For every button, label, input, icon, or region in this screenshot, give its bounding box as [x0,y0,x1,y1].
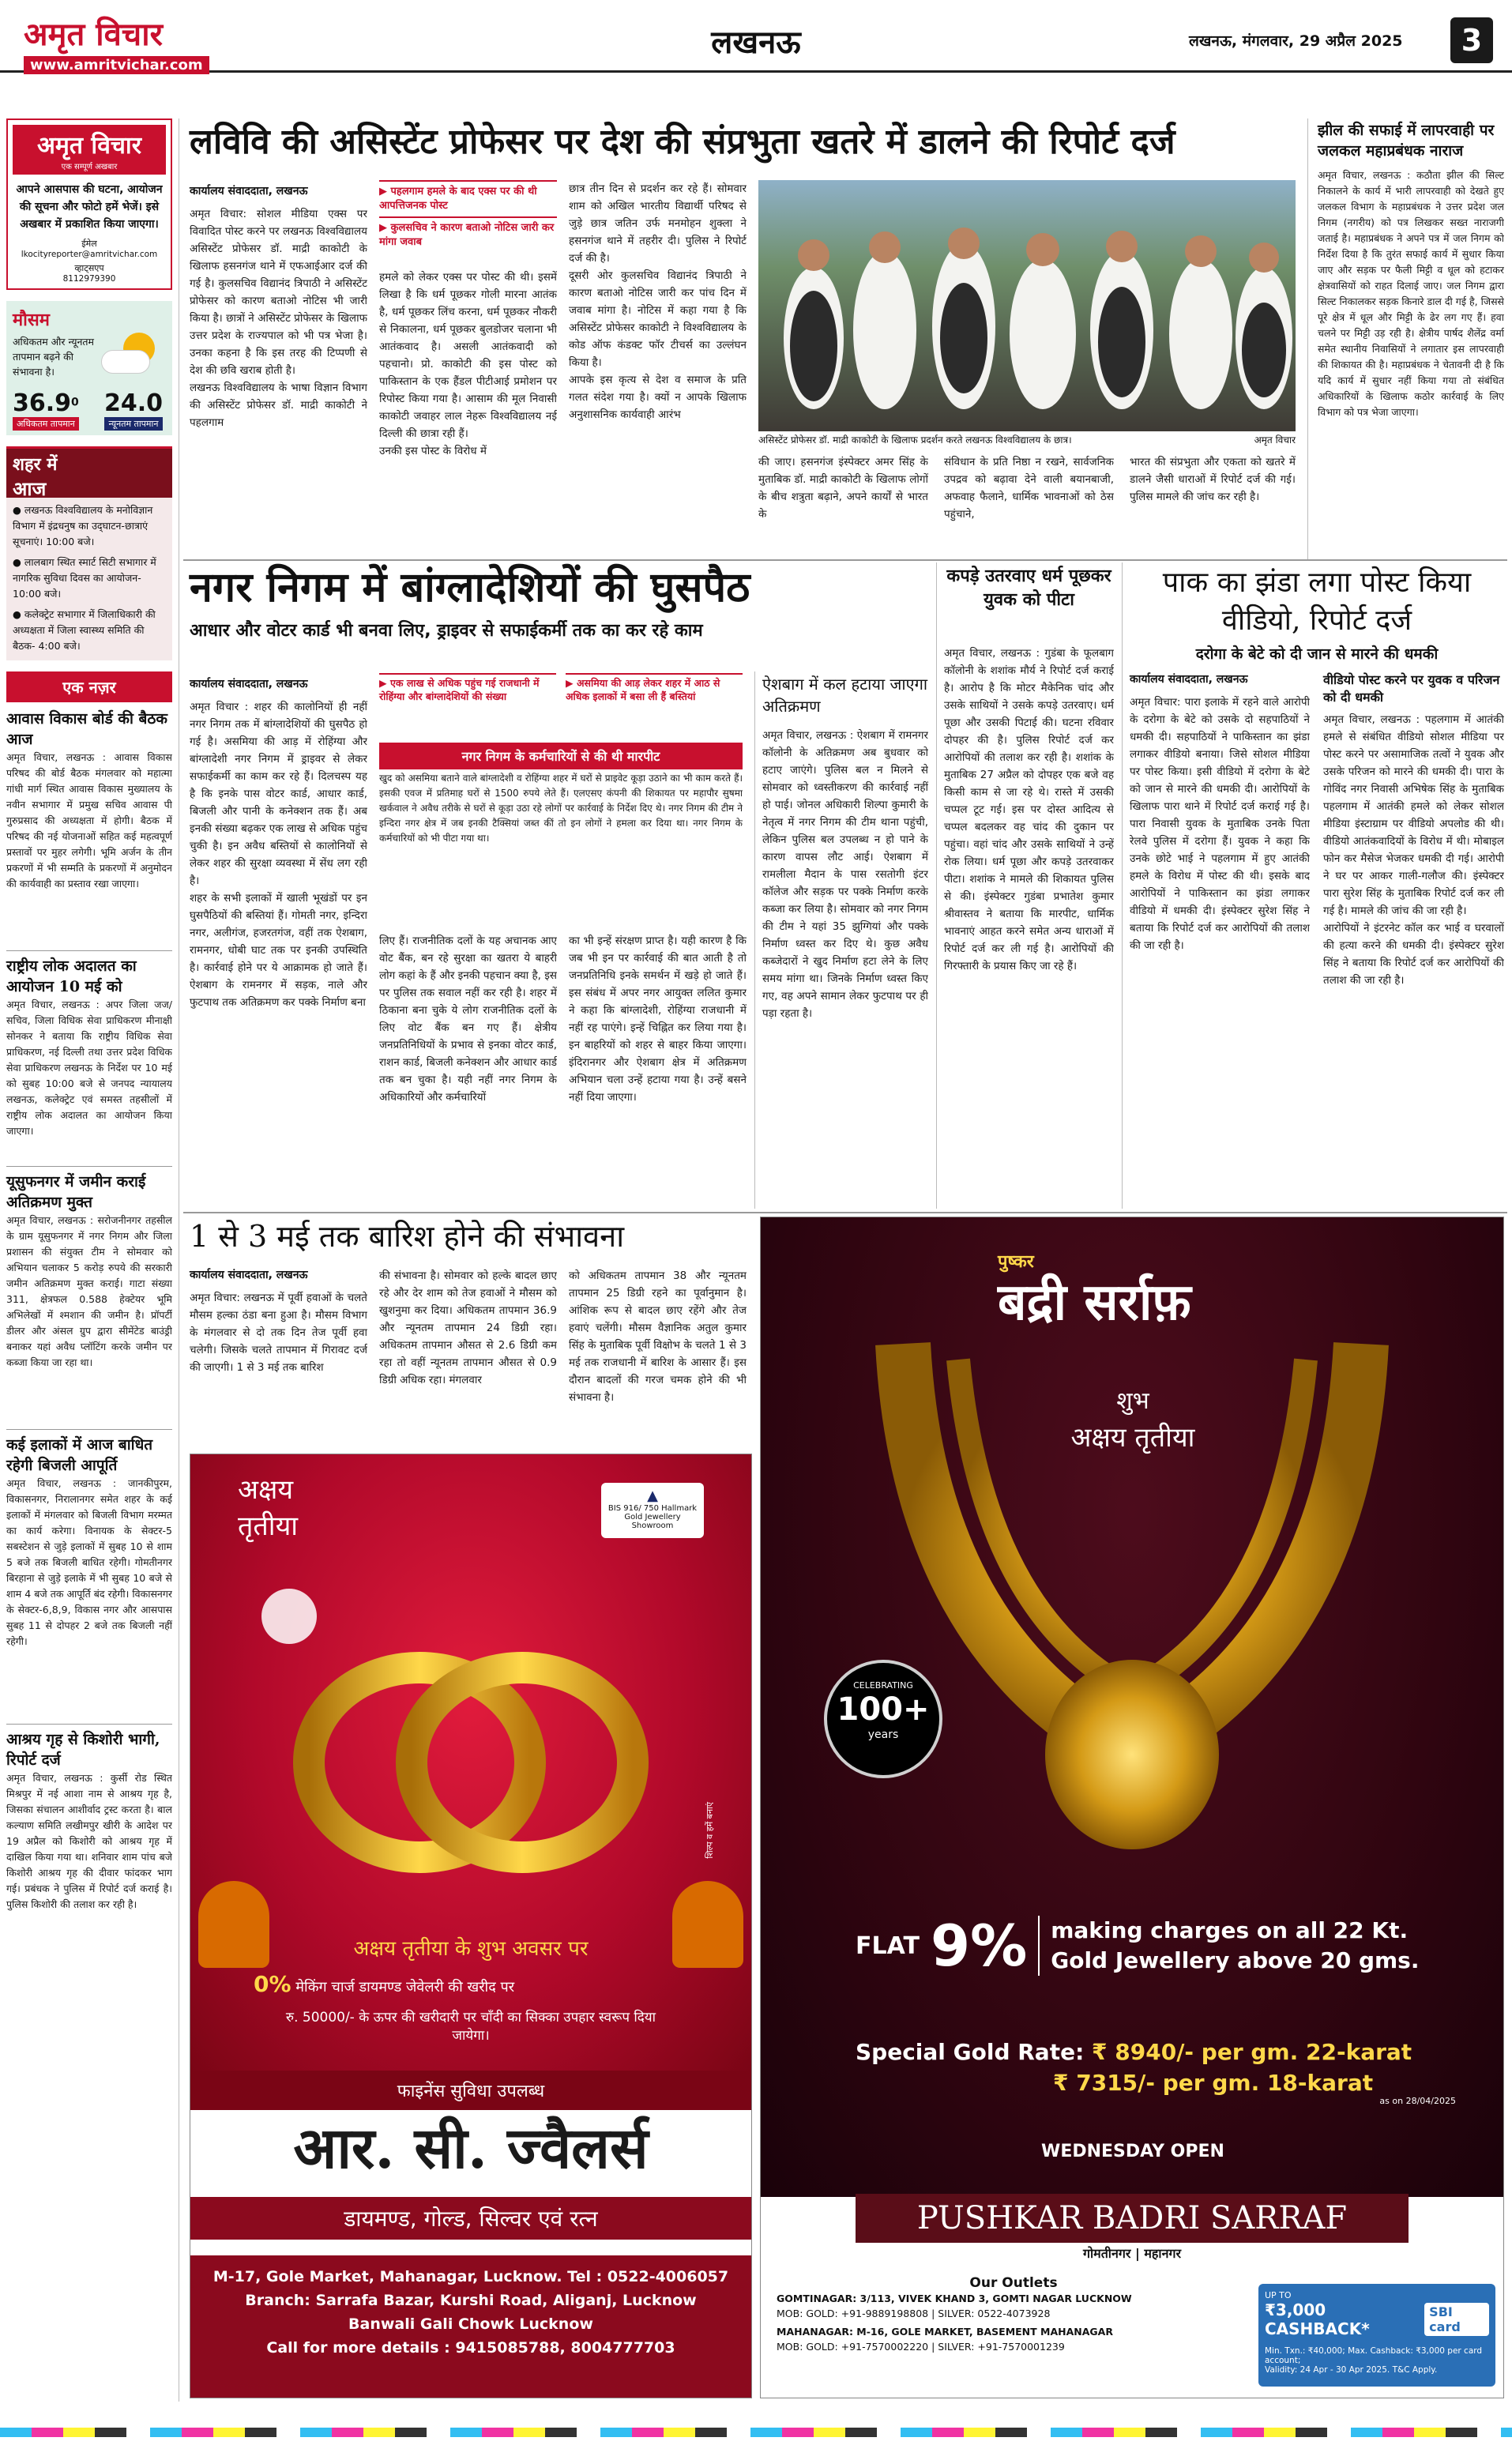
city-title: शहर में [13,454,58,475]
hallmark-badge: ▲ BIS 916/ 750 Hallmark Gold Jewellery Showroom [601,1483,704,1538]
offer-block: FLAT 9% making charges on all 22 Kt. Gold Jewellery above 20 gms. [856,1913,1420,1979]
weather-icon [101,333,164,376]
dateline: लखनऊ, मंगलवार, 29 अप्रैल 2025 [1189,32,1403,50]
red-bar-body: खुद को असमिया बताने वाले बांग्लादेशी व रोहिंग्या शहर में घरों से प्राइवेट कूड़ा उठाने का भी काम करते हैं। इसकी एवज में प्रतिमाह घरों से 1500 रुपये लेते हैं। एलएसए कंपनी की शिकायत पर महापौर सुषमा खर्कवाल ने अवैध तरीके से घरों से कूड़ा उठा रहे लोगों पर कार्रवाई के निर्देश दिए थे। नगर निगम की टीम ने इन्दिरा नगर क्षेत्र में जब इनकी टैक्सियां जब्त कीं तो इन लोगों ने हमला कर दिया था। नगर निगम के कर्मचारियों को भी पीटा गया था। [379,773,743,844]
ad-offer-1: 0% मेकिंग चार्ज डायमण्ड जेवेलरी की खरीद पर [254,1971,515,1997]
pull-quote: ▶ एक लाख से अधिक पहुंच गई राजधानी में रोहिंग्या और बांग्लादेशियों की संख्या ▶ असमिया की आड़ लेकर शहर में आठ से अधिक इलाकों में बसा ली हैं बस्तियां [379,673,743,703]
gold-necklace-image [871,1312,1393,1849]
sidebar-promo [6,118,172,290]
temp-min: 24.0 न्यूनतम तापमान [103,389,163,429]
ad-locations: गोमतीनगर | महानगर [1082,2246,1182,2261]
masthead [0,0,1512,73]
promo-text: आपने आसपास की घटना, आयोजन की सूचना और फोटो हमें भेजें। इसे अखबार में प्रकाशित किया जाएगा। [16,183,163,231]
email-label: ईमेल [81,239,97,249]
century-badge: CELEBRATING 100+ years [824,1660,942,1778]
lake-headline: झील की सफाई में लापरवाही पर जलकल महाप्रबंधक नाराज [1318,122,1495,160]
weather-title: मौसम [13,310,50,330]
sidebar [6,118,172,2409]
whatsapp-label: व्हाट्सएप [74,263,104,273]
ad-title: अक्षय तृतीया [238,1474,299,1542]
article-column: अमृत विचार : शहर की कालोनियों ही नहीं नगर निगम तक में बांग्लादेशियों की घुसपैठ हो गई है। असमिया की आड़ में रोहिंग्या और बांग्लादेशी नगर निगम में ड्राइवर से लेकर सफाईकर्मी का काम कर रहे हैं। दिलचस्प यह है कि इनके पास वोटर कार्ड, आधार कार्ड, बिजली और पानी के कनेक्शन तक हैं। अब इनकी संख्या बढ़कर एक लाख से अधिक पहुंच चुकी है। इन अवैध बस्तियों से कालोनियों से लेकर शहर की सुरक्षा व्यवस्था में सेंध लग रही है। शहर के सभी इलाकों में खाली भूखंडों पर इन घुसपैठियों की बस्तियां हैं। गोमती नगर, इन्दिरा नगर, अलीगंज, हजरतगंज, वहीं तक ऐशबाग, रामनगर, धोबी घाट तक पर इनकी उपस्थिति है। कार्रवाई होने पर ये आक्रामक हो जाते हैं। ऐशबाग के रामनगर में सड़क, नाले और फुटपाथ तक अतिक्रमण कर पक्के निर्माण बना [190,701,367,1009]
brief-item: यूसुफनगर में जमीन कराई अतिक्रमण मुक्त अमृत विचार, लखनऊ : सरोजनीनगर तहसील के ग्राम यूसुफनगर में नगर निगम और जिला प्रशासन की संयुक्त टीम ने सोमवार को अभियान चलाकर 5 करोड़ रुपये की सरकारी जमीन अतिक्रमण मुक्त कराई। गाटा संख्या 311, क्षेत्रफल 0.588 हेक्टेयर भूमि अभिलेखों में श्मशान की जमीन है। प्रॉपर्टी डीलर और अंसल ग्रुप द्वारा सीमेंटेड बाउंड्री बनाकर यहां अवैध प्लॉटिंग करके जमीन पर कब्जा किया जा रहा था। [6,1166,172,1421]
article-column: अमृत विचार: लखनऊ में पूर्वी हवाओं के चलते मौसम हल्का ठंडा बना हुआ है। मौसम विभाग के मंगलवार से दो तक दिन तेज पूर्वी हवा चलेगी। जिसके चलते तापमान में गिरावट दर्ज की जाएगी। 1 से 3 मई तक बारिश [190,1292,367,1374]
story-headline: ऐशबाग में कल हटाया जाएगा अतिक्रमण [762,675,928,716]
article-column: अमृत विचार, लखनऊ : ऐशबाग में रामनगर कॉलोनी के अतिक्रमण अब बुधवार को हटाए जाएंगे। पुलिस बल न मिलने से सोमवार को ध्वस्तीकरण की कार्रवाई नहीं हो पाई। जोनल अधिकारी शिल्पा कुमारी के नेतृत्व में नगर निगम की टीम थाना पहुंची, लेकिन पुलिस बल उपलब्ध न हो पाने के कारण वापस लौट आई। ऐशबाग में रामलीला मैदान के पास रसतोगी इंटर कॉलेज और सड़क पर पक्के निर्माण करके कब्जा कर लिया है। सोमवार को नगर निगम की टीम ने यहां 35 झुग्गियां और पक्के निर्माण ध्वस्त कर दिए थे। कुछ अवैध कब्जेदारों ने खुद निर्माण हटा लेने के लिए समय मांगा था। जिनके निर्माण ध्वस्त किए गए, वह अपने सामान लेकर फुटपाथ पर ही पड़ा रहता है। [762,729,928,1020]
ad-finance: फाइनेंस सुविधा उपलब्ध [190,2071,751,2110]
list-item: ● कलेक्ट्रेट सभागार में जिलाधिकारी की अध्यक्षता में जिला स्वास्थ्य समिति की बैठक- 4:00 बजे। [13,608,156,652]
gold-bangles-image [285,1636,656,1889]
city-list [6,498,172,654]
article-column: संविधान के प्रति निष्ठा न रखने, सार्वजनिक उपद्रव को बढ़ावा देने वाली बयानबाजी, अफवाह फैलाने, धार्मिक भावनाओं को ठेस पहुंचाने, [944,456,1114,521]
story-headline: कपड़े उतरवाए धर्म पूछकर युवक को पीटा [946,566,1111,610]
article-column: अमृत विचार, लखनऊ : कठौता झील की सिल्ट निकालने के कार्य में भारी लापरवाही को देखते हुए जलकल विभाग के महाप्रबंधक ने उत्तर प्रदेश जल निगम (नगरीय) को पत्र लिखकर सख्त नाराजगी जताई है। महाप्रबंधक ने अपने पत्र में जल निगम को निर्देश दिया है कि तुरंत सफाई कार्य में सुधार किया जाए और सड़क पर फैली मिट्टी व धूल को हटाकर क्षेत्रवासियों को राहत दिलाई जाए। जल निगम द्वारा सिल्ट निकालकर सड़क किनारे डाल दी गई है, जिससे पूरे क्षेत्र में धूल और मिट्टी के ढेर लग गए हैं। हवा चलने पर मिट्टी उड़ रही है। क्षेत्रीय पार्षद शैलेंद्र वर्मा समेत स्थानीय निवासियों ने लगातार इस लापरवाही की शिकायत की है। महाप्रबंधक ने चेतावनी दी है कि यदि कार्य में सुधार नहीं किया गया तो संबंधित अधिकारियों के खिलाफ कठोर कार्रवाई के लिए विभाग को पत्र भेजा जाएगा। [1318,169,1504,418]
photo-caption: असिस्टेंट प्रोफेसर डॉ. माद्री काकोटी के खिलाफ प्रदर्शन करते लखनऊ विश्वविद्यालय के छात्र। अमृत विचार [758,434,1296,446]
ek-nazar-banner: एक नज़र [6,671,172,702]
brief-item: आवास विकास बोर्ड की बैठक आज अमृत विचार, लखनऊ : आवास विकास परिषद की बोर्ड बैठक मंगलवार को महात्मा गांधी मार्ग स्थित आवास विकास मुख्यालय के नवीन सभागार में प्रमुख सचिव आवास पी गुरुप्रसाद की अध्यक्षता में होगी। बैठक में परिषद की नई योजनाओं सहित कई महत्वपूर्ण प्रस्तावों पर मुहर लगेगी। भूमि अर्जन के तीन प्रकरणों में भी सम्मति के प्रकरणों में अनुमोदन की कार्यवाही का प्रस्ताव रखा जाएगा। [6,710,172,890]
email-address[interactable]: lkocityreporter@amritvichar.com [21,250,158,259]
ad-shop-name: आर. सी. ज्वैलर्स [293,2114,649,2181]
sidebar-logo: अमृत विचार एक सम्पूर्ण अखबार [13,125,166,175]
side-text: शिल्प व हमें बनाएं [705,1802,715,1859]
city-today-box [6,446,172,660]
gold-rate-block: Special Gold Rate: ₹ 8940/- per gm. 22-karat ₹ 7315/- per gm. 18-karat as on 28/04/2025 [856,2039,1456,2106]
weather-box [6,301,172,435]
list-item: ● लखनऊ विश्वविद्यालय के मनोविज्ञान विभाग में इंद्रधनुष का उद्‌घाटन-छात्राएं सूचनाएं। 10:00 बजे। [13,504,153,547]
ad-address: M-17, Gole Market, Mahanagar, Lucknow. Tel : 0522-4006057 Branch: Sarrafa Bazar, Kurshi Road, Aliganj, Lucknow Banwali Gali Chowk Lucknow Call for more details : 9415085788, 8004777703 [190,2255,751,2398]
article-column: अमृत विचार, लखनऊ : गुडंबा के फूलबाग कॉलोनी के शशांक मौर्य ने रिपोर्ट दर्ज कराई है। आरोप है कि मोटर मैकेनिक चांद और उसके साथियों ने उसके कपड़े उतरवाए। धर्म पूछा और उसकी पिटाई की। घटना रविवार दोपहर की है। पुलिस रिपोर्ट दर्ज कर आरोपियों की तलाश कर रही है। शशांक के मुताबिक 27 अप्रैल को दोपहर एक बजे वह किसी काम से जा रहे थे। रास्ते में उसकी चप्पल टूट गई। इस पर दोस्त आदित्य से चप्पल बदलकर वह चांद की दुकान पर पहुंचा। वहां चांद और उसके साथियों ने उन्हें रोक लिया। धर्म पूछा और कपड़े उतरवाकर पीटा। शशांक ने मामले की शिकायत पुलिस से की। इंस्पेक्टर गुडंबा प्रभातेश कुमार श्रीवास्तव ने बताया कि मारपीट, धार्मिक भावनाएं आहत करने समेत अन्य धाराओं में रिपोर्ट दर्ज कर ली गई है। आरोपियों की गिरफ्तारी के प्रयास किए जा रहे हैं। [944,647,1114,972]
rc-jewellers-ad[interactable] [190,1454,752,2398]
article-column: की जाए। हसनगंज इंस्पेक्टर अमर सिंह के मुताबिक डॉ. माद्री काकोटी के खिलाफ लोगों के बीच शत्रुता बढ़ाने, अपने कार्यों से भारत के [758,456,928,521]
article-column: अमृत विचार, लखनऊ : पहलगाम में आतंकी हमले से संबंधित वीडियो सोशल मीडिया पर पोस्ट करने पर असामाजिक तत्वों ने युवक और उसके परिजन को मारने की धमकी दी। पारा के गोविंद नगर निवासी अभिषेक सिंह के मुताबिक पहलगाम में आतंकी हमले को लेकर सोशल मीडिया इंस्टाग्राम पर वीडियो अपलोड की थी। वीडियो आतंकवादियों के विरोध में थी। मोबाइल फोन कर मैसेज भेजकर धमकी दी गई। आरोपी ने घर पर आकर गाली-गलौज की। इंस्पेक्टर पारा सुरेश सिंह के मुताबिक रिपोर्ट दर्ज कर ली गई है। मामले की जांच की जा रही है। आरोपियों ने इंटरनेट कॉल कर भाई व घरवालों की हत्या करने की धमकी दी। इंस्पेक्टर सुरेश सिंह ने बताया कि रिपोर्ट दर्ज कर आरोपियों की तलाश की जा रही है। [1323,713,1504,987]
article-column: का भी इन्हें संरक्षण प्राप्त है। यही कारण है कि जब भी इन पर कार्रवाई की बात आती है तो जनप्रतिनिधि इनके समर्थन में खड़े हो जाते हैं। इस संबंध में अपर नगर आयुक्त ललित कुमार ने कहा कि बांग्लादेशी, रोहिंग्या राजधानी में नहीं रह पाएंगे। इन्हें चिह्नित कर लिया गया है। इन बाहरियों को शहर से बाहर किया जाएगा। इंदिरानगर और ऐशबाग क्षेत्र में अतिक्रमण अभियान चला उन्हें हटाया गया है। उन्हें बसने नहीं दिया जाएगा। [569,935,747,1104]
red-bar: नगर निगम के कर्मचारियों से की थी मारपीट [379,743,743,769]
lead-headline: लविवि की असिस्टेंट प्रोफेसर पर देश की संप्रभुता खतरे में डालने की रिपोर्ट दर्ज [190,122,1175,162]
story-subhead: दरोगा के बेटे को दी जान से मारने की धमकी [1195,645,1439,663]
story-subhead: वीडियो पोस्ट करने पर युवक व परिजन को दी धमकी [1323,672,1500,705]
ad-phone[interactable]: Call for more details : 9415085788, 8004777703 [266,2339,675,2357]
outlets-block: Our Outlets GOMTINAGAR: 3/113, VIVEK KHAND 3, GOMTI NAGAR LUCKNOW MOB: GOLD: +91-9889198808 | SILVER: 0522-4073928 MAHANAGAR: M-16, GOLE MARKET, BASEMENT MAHANAGAR MOB: GOLD: +91-7570002220 | SILVER: +91-7570001239 [777,2275,1132,2353]
byline: कार्यालय संवाददाता, लखनऊ [1130,673,1248,686]
article-column: की संभावना है। सोमवार को हल्के बादल छाए रहे और देर शाम को तेज हवाओं ने मौसम को खुशनुमा कर दिया। अधिकतम तापमान 36.9 और न्यूनतम तापमान 24 डिग्री रहा। अधिकतम तापमान औसत से 2.6 डिग्री कम रहा तो वहीं न्यूनतम तापमान औसत से 0.9 डिग्री अधिक रहा। मंगलवार [379,1270,557,1386]
article-column: को अधिकतम तापमान 38 और न्यूनतम तापमान 25 डिग्री रहने का पूर्वानुमान है। आंशिक रूप से बादल छाए रहेंगे और तेज हवाएं चलेंगी। मौसम वैज्ञानिक अतुल कुमार सिंह के मुताबिक पूर्वी विक्षोभ के चलते 1 से 3 मई तक राजधानी में बारिश के आसार हैं। इस दौरान बादलों की गरज चमक होने की भी संभावना है। [569,1270,747,1404]
story-headline: पाक का झंडा लगा पोस्ट किया वीडियो, रिपोर्ट दर्ज [1162,566,1472,637]
story-subhead: आधार और वोटर कार्ड भी बनवा लिए, ड्राइवर से सफाईकर्मी तक का कर रहे काम [190,621,703,641]
ad-occasion: अक्षय तृतीया के शुभ अवसर पर [353,1937,589,1961]
section-name: लखनऊ [711,24,801,61]
pushkar-badri-sarraf-ad[interactable] [760,1217,1504,2398]
ad-shop-name: PUSHKAR BADRI SARRAF [856,2194,1409,2243]
byline: कार्यालय संवाददाता, लखनऊ [190,185,308,197]
lead-photo [758,180,1296,431]
temp-max: 36.9$^0$ अधिकतम तापमान [13,389,79,429]
whatsapp-number[interactable]: 8112979390 [62,274,116,284]
article-column: हमले को लेकर एक्स पर पोस्ट की थी। इसमें लिखा है कि धर्म पूछकर गोली मारना आतंक है, धर्म पूछकर लिंच करना, धर्म पूछकर नौकरी से निकालना, धर्म पूछकर बुलडोजर चलाना भी आतंकवाद है। असली आतंकवादी को पहचानो। प्रो. काकोटी की इस पोस्ट को पाकिस्तान के एक हैंडल पीटीआई प्रमोशन पर रिपोस्ट किया गया है। आसाम की मूल निवासी काकोटी जवाहर लाल नेहरू विश्वविद्यालय नई दिल्ली की छात्रा रही हैं। उनकी इस पोस्ट के विरोध में [379,271,557,457]
article-column: अमृत विचार: पारा इलाके में रहने वाले आरोपी के दरोगा के बेटे को उसके दो सहपाठियों ने धमकी दी। सहपाठियों ने पाकिस्तान का झंडा लगाकर वीडियो बनाया। जिसे सोशल मीडिया पर पोस्ट किया। इसी वीडियो में दरोगा के बेटे को जान से मारने की धमकी दी। आरोपियों के खिलाफ पारा थाने में रिपोर्ट दर्ज कराई गई है। पारा निवासी युवक के मुताबिक उनके पिता रेलवे पुलिस में दरोगा हैं। युवक ने कहा कि उनके छोटे भाई ने पहलगाम में हुए आतंकी हमले के विरोध में पोस्ट की थी। इसके बाद आरोपियों ने पाकिस्तान का झंडा लगाकर वीडियो में धमकी दी। इंस्पेक्टर सुरेश सिंह ने बताया कि रिपोर्ट दर्ज कर आरोपियों की तलाश की जा रही है। [1130,696,1310,952]
list-item: ● लालबाग स्थित स्मार्ट सिटी सभागार में नागरिक सुविधा दिवस का आयोजन- 10:00 बजे। [13,556,156,600]
ad-shubh: शुभ [1116,1387,1149,1415]
byline: कार्यालय संवाददाता, लखनऊ [190,678,308,690]
protest-crowd-image [758,180,1296,431]
article-column: भारत की संप्रभुता और एकता को खतरे में डालने जैसी धाराओं में रिपोर्ट दर्ज की गई। पुलिस मामले की जांच कर रही है। [1130,456,1296,503]
ad-offer-2: रु. 50000/- के ऊपर की खरीदारी पर चाँदी का सिक्का उपहार स्वरूप दिया जायेगा। [285,2010,656,2044]
ad-occasion: अक्षय तृतीया [1070,1422,1195,1454]
open-day: WEDNESDAY OPEN [1041,2142,1224,2161]
sbi-cashback-box[interactable]: UP TO ₹3,000 CASHBACK* SBI card Min. Txn.: ₹40,000; Max. Cashback: ₹3,000 per card account; Validity: 24 Apr - 30 Apr 2025. T&C Apply. [1258,2284,1495,2387]
story-headline: नगर निगम में बांग्लादेशियों की घुसपैठ [190,563,750,611]
briefs [6,709,172,1995]
page-number: 3 [1450,17,1493,63]
ad-tagline: डायमण्ड, गोल्ड, सिल्वर एवं रत्न [190,2197,751,2240]
brief-item: आश्रय गृह से किशोरी भागी, रिपोर्ट दर्ज अमृत विचार, लखनऊ : कुर्सी रोड स्थित मिश्रपुर में नई आशा नाम से आश्रय गृह है, जिसका संचालन आशीर्वाद ट्रस्ट करता है। बाल कल्याण समिति लखीमपुर खीरी के आदेश पर 19 अप्रैल को किशोरी को आश्रय गृह में दाखिल किया गया था। शनिवार शाम पांच बजे किशोरी आश्रय गृह की दीवार फांदकर भाग गई। प्रबंधक ने पुलिस में रिपोर्ट दर्ज कराई है। पुलिस किशोरी की तलाश कर रही है। [6,1724,172,1995]
sbi-logo: SBI card [1424,2303,1489,2336]
article-column: लिए हैं। राजनीतिक दलों के यह अचानक आए वोट बैंक, बन रहे सुरक्षा का खतरा ये बाहरी लोग कहां के हैं और इनकी पहचान क्या है, इस पर पुलिस तक सवाल नहीं कर रही है। शहर में ठिकाना बना चुके ये लोग राजनीतिक दलों के लिए वोट बैंक बन गए हैं। क्षेत्रीय जनप्रतिनिधियों के प्रभाव से इनका वोटर कार्ड, राशन कार्ड, बिजली कनेक्शन और आधार कार्ड तक बन चुका है। यही नहीं नगर निगम के अधिकारियों और कर्मचारियों [379,935,557,1104]
brand-name: अमृत विचार [24,16,163,53]
brand-logo: पुष्कर बद्री सर्राफ़ [998,1252,1191,1332]
byline: कार्यालय संवाददाता, लखनऊ [190,1269,308,1281]
pull-quote: ▶ पहलगाम हमले के बाद एक्स पर की थी आपत्तिजनक पोस्ट ▶ कुलसचिव ने कारण बताओ नोटिस जारी कर मांगा जवाब [379,180,557,248]
article-column: अमृत विचार: सोशल मीडिया एक्स पर विवादित पोस्ट करने पर लखनऊ विश्वविद्यालय असिस्टेंट प्रोफेसर डॉ. माद्री काकोटी के खिलाफ हसनगंज थाने में एफआईआर दर्ज की गई है। कुलसचिव विद्यानंद त्रिपाठी ने असिस्टेंट प्रोफेसर को कारण बताओ नोटिस भी जारी किया है। छात्रों ने असिस्टेंट प्रोफेसर के खिलाफ उत्तर प्रदेश के राज्यपाल को भी पत्र भेजा है। उनका कहना है कि इस तरह की टिप्पणी से देश की छवि खराब होती है। लखनऊ विश्वविद्यालय के भाषा विज्ञान विभाग की असिस्टेंट प्रोफेसर डॉ. माद्री काकोटी ने पहलगाम [190,208,367,429]
color-registration-bar [0,2428,1512,2437]
brief-item: राष्ट्रीय लोक अदालत का आयोजन 10 मई को अमृत विचार, लखनऊ : अपर जिला जज/सचिव, जिला विधिक सेवा प्राधिकरण मीनाक्षी सोनकर ने बताया कि राष्ट्रीय विधिक सेवा प्राधिकरण, नई दिल्ली तथा उत्तर प्रदेश विधिक सेवा प्राधिकरण लखनऊ के निर्देश पर 10 मई को सुबह 10:00 बजे से जनपद न्यायालय लखनऊ, कलेक्ट्रेट एवं समस्त तहसीलों में राष्ट्रीय लोक अदालत का आयोजन किया जाएगा। [6,950,172,1158]
article-column: छात्र तीन दिन से प्रदर्शन कर रहे हैं। सोमवार शाम को अखिल भारतीय विद्यार्थी परिषद से जुड़े छात्र जतिन उर्फ मनमोहन शुक्ला ने हसनगंज थाने में तहरीर दी। पुलिस ने रिपोर्ट दर्ज की है। दूसरी ओर कुलसचिव विद्यानंद त्रिपाठी ने कारण बताओ नोटिस जारी कर पांच दिन में जवाब मांगा है। नोटिस में कहा गया है कि असिस्टेंट प्रोफेसर काकोटी ने विश्वविद्यालय के कोड ऑफ कंडक्ट फॉर टीचर्स का उल्लंघन किया है। आपके इस कृत्य से देश व समाज के प्रति गलत संदेश गया है। क्यों न आपके खिलाफ अनुशासनिक कार्यवाही आरंभ [569,182,747,421]
city-sub: आज [13,477,47,500]
website-link[interactable]: www.amritvichar.com [24,56,209,74]
weather-note: अधिकतम और न्यूनतम तापमान बढ़ने की संभावना है। [13,336,94,378]
brief-item: कई इलाकों में आज बाधित रहेगी बिजली आपूर्ति अमृत विचार, लखनऊ : जानकीपुरम, विकासनगर, निरालानगर समेत शहर के कई इलाकों में मंगलवार को बिजली विभाग मरम्मत का कार्य करेगा। विनायक के सेक्टर-5 सबस्टेशन से जुड़े इलाकों में सुबह 10 से शाम 5 बजे तक बिजली बाधित रहेगी। गोमतीनगर बिरहाना से जुड़े इलाके में भी सुबह 10 बजे से शाम 4 बजे तक आपूर्ति बंद रहेगी। विकासनगर के सेक्टर-6,8,9, विकास नगर और आसपास सुबह 11 से दोपहर 2 बजे तक बिजली नहीं रहेगी। [6,1429,172,1716]
story-headline: 1 से 3 मई तक बारिश होने की संभावना [190,1219,625,1254]
